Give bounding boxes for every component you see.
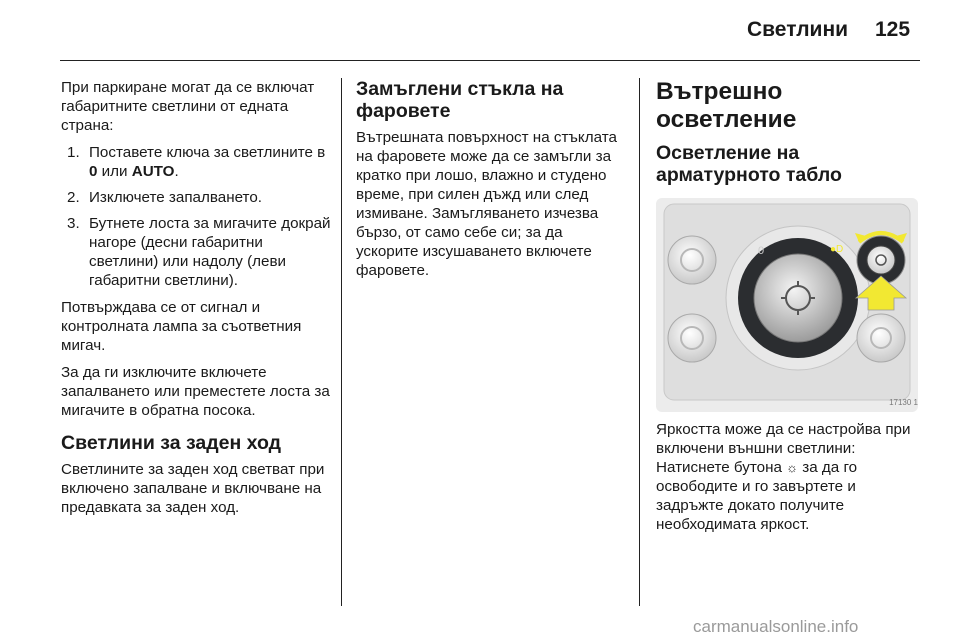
step-text: Бутнете лоста за мигачите докрай нагоре (десни габаритни светлини) или надолу (леви габаритни светлини). bbox=[89, 215, 331, 289]
section-heading-reverse-lights: Светлини за заден ход bbox=[61, 432, 282, 454]
watermark: carmanualsonline.info bbox=[693, 617, 859, 636]
step-text: Поставете ключа за светлините в bbox=[89, 144, 326, 161]
step-item bbox=[61, 143, 331, 181]
step-text: или bbox=[97, 163, 132, 180]
section-heading-interior-lighting: Вътрешно осветление bbox=[656, 78, 797, 133]
step-number: 2. bbox=[67, 189, 80, 206]
light-switch-figure bbox=[656, 198, 918, 412]
column-2 bbox=[356, 78, 628, 288]
step-bold-zero: 0 bbox=[89, 163, 98, 180]
figure-code: 17130 1 bbox=[889, 398, 918, 407]
step-text: . bbox=[174, 163, 179, 180]
step-number: 3. bbox=[67, 215, 80, 232]
column-divider-1 bbox=[341, 78, 342, 606]
brightness-text-post: за да го освободите и го завъртете и задръжте докато получите необходимата яркост. bbox=[656, 459, 858, 533]
steps-list bbox=[61, 143, 331, 290]
section-heading-fogged-lenses: Замъглени стъкла на фаровете bbox=[356, 78, 564, 122]
subheading-panel-illumination: Осветление на арматурното табло bbox=[656, 142, 842, 186]
step-item bbox=[61, 188, 331, 207]
fogged-lenses-paragraph: Вътрешната повърхност на стъклата на фаровете може да се замъгли за кратко при лошо, влажно и студено време, при силен дъжд или след измиване. Замъгляването изчезва бързо, от само себе си; за да ускорите изсушаването включете фаровете. bbox=[356, 129, 617, 279]
column-divider-2 bbox=[639, 78, 640, 606]
header-rule bbox=[60, 60, 920, 61]
light-switch-illustration bbox=[656, 198, 918, 412]
switch-off-paragraph: За да ги изключите включете запалването или преместете лоста за мигачите в обратна посока. bbox=[61, 364, 330, 419]
column-1 bbox=[61, 78, 331, 525]
confirm-paragraph: Потвърждава се от сигнал и контролната лампа за съответния мигач. bbox=[61, 299, 302, 354]
brightness-text-pre: Яркостта може да се настройва при включени външни светлини: Натиснете бутона bbox=[656, 421, 911, 476]
step-text: Изключете запалването. bbox=[89, 189, 262, 206]
panel-light-button-icon: ☼ bbox=[786, 460, 799, 475]
step-number: 1. bbox=[67, 144, 80, 161]
step-bold-auto: AUTO bbox=[131, 163, 175, 180]
svg-text:0: 0 bbox=[758, 245, 765, 257]
brightness-paragraph bbox=[656, 420, 922, 534]
svg-text:●D: ●D bbox=[830, 244, 844, 255]
reverse-lights-paragraph: Светлините за заден ход светват при включено запалване и включване на предавката за заден ход. bbox=[61, 461, 325, 516]
intro-paragraph: При паркиране могат да се включат габаритните светлини от едната страна: bbox=[61, 79, 315, 134]
page-number: 125 bbox=[875, 18, 911, 41]
column-3 bbox=[656, 78, 922, 542]
step-item bbox=[61, 214, 331, 290]
running-head-title: Светлини bbox=[747, 18, 849, 41]
